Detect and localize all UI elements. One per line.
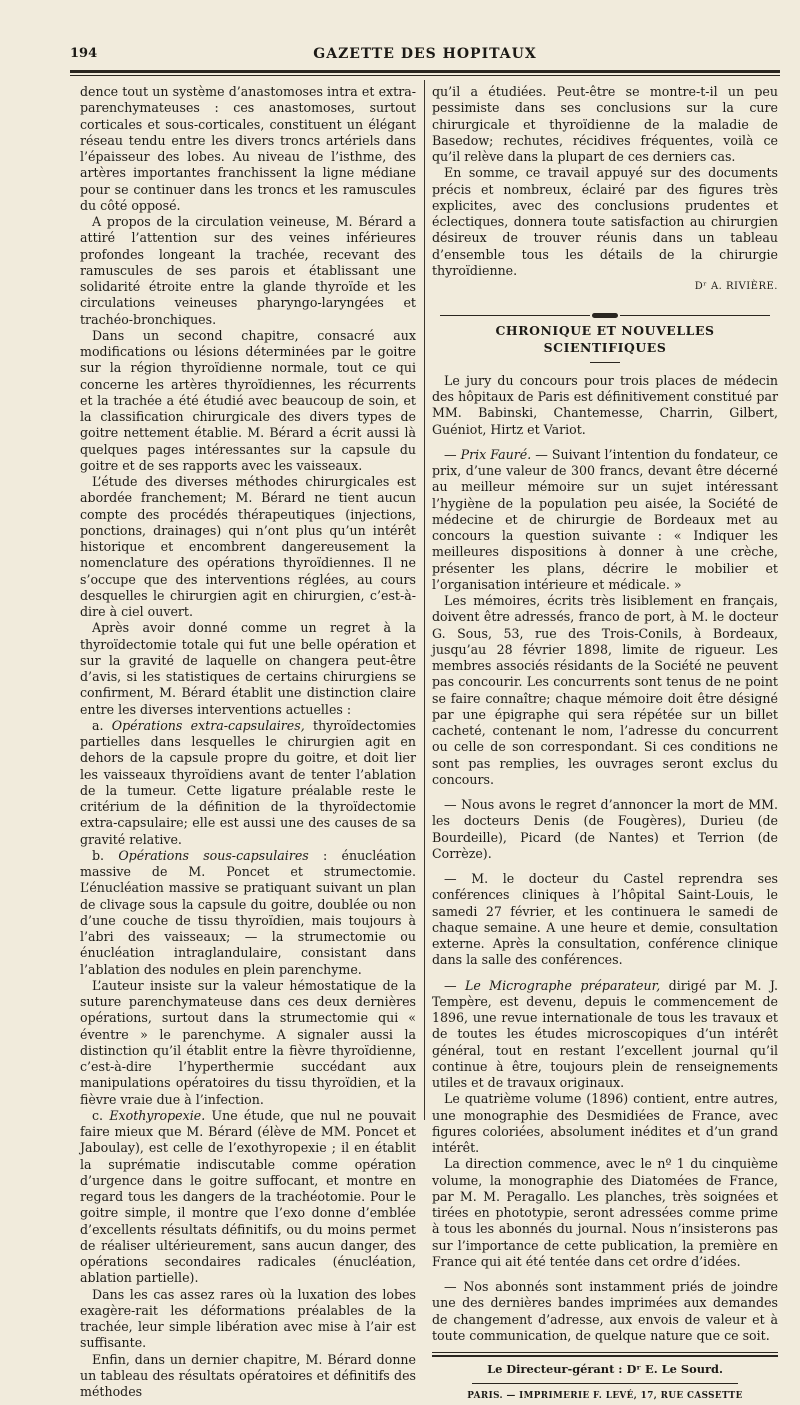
printer-imprint: PARIS. — IMPRIMERIE F. LEVÉ, 17, RUE CASSETTE xyxy=(467,1391,743,1402)
prix-text: — Suivant l’intention du fondateur, ce prix, d’une valeur de 300 francs, devant être décerné au meilleur mémoire sur un sujet intéressant l’hygiène de la population peu aisée, la Société de médecine et de chirurgie de Bordeaux met au concours la question suivante : « Indiquer les meilleures dispositions à donner à une crèche, présenter les plans, décrire le mobilier et l’organisation intérieure et médicale. » xyxy=(432,446,778,592)
item-title: Opérations sous-capsulaires xyxy=(118,847,309,863)
item-title: Exothyropexie. xyxy=(109,1107,206,1123)
left-column xyxy=(80,84,416,1400)
title-rule xyxy=(590,362,620,363)
paragraph: Dans les cas assez rares où la luxation des lobes exagère-rait les déformations préalables de la trachée, leur simple libération avec mise à l’air est suffisante. xyxy=(80,1286,416,1351)
paragraph: La direction commence, avec le nº 1 du cinquième volume, la monographie des Diatomées de France, par M. M. Peragallo. Les planches, très soignées et tirées en phototypie, seront adressées comme prime à tous les abonnés du journal. Nous n’insisterons pas sur l’importance de cette publication, la première en France qui ait été tentée dans cet ordre d’idées. xyxy=(432,1156,778,1269)
director-line: Le Directeur-gérant : Dʳ E. Le Sourd. xyxy=(487,1362,723,1376)
item-label: b. xyxy=(92,847,119,863)
item-title: Opérations extra-capsulaires, xyxy=(111,717,305,733)
column-divider xyxy=(424,80,425,1120)
item-text: Une étude, que nul ne pouvait faire mieux que M. Bérard (élève de MM. Poncet et Jaboulay), est celle de l’exothyropexie ; il en établit la suprématie indiscutable comme opération d’urgence dans le goitre suffocant, et montre en regard tous les dangers de la trachéotomie. Pour le goitre simple, il montre que l’exo donne d’emblée d’excellents résultats définitifs, ou du moins permet de réaliser ultérieurement, sans aucun danger, des opérations secondaires radicales (énucléation, ablation partielle). xyxy=(80,1107,417,1286)
header-rule-thick xyxy=(70,70,780,73)
footer-rules xyxy=(432,1352,778,1357)
paragraph: Le quatrième volume (1896) contient, entre autres, une monographie des Desmidiées de France, avec figures coloriées, absolument inédites et d’un grand intérêt. xyxy=(432,1091,778,1155)
paragraph: L’auteur insiste sur la valeur hémostatique de la suture parenchymateuse dans ces deux dernières opérations, surtout dans la strumectomie qui « éventre » le parenchyme. A signaler aussi la distinction qu’il établit entre la fièvre thyroïdienne, c’est-à-dire l’hyperthermie succédant aux manipulations opératoires du tissu thyroïdien, et la fièvre vraie due à l’infection. xyxy=(80,977,416,1107)
item-label: c. xyxy=(92,1107,110,1123)
dash: — xyxy=(444,446,461,462)
right-column xyxy=(432,84,778,1405)
dash: — xyxy=(444,977,465,993)
list-item-c xyxy=(80,1108,416,1287)
micrographe-title: Le Micrographe préparateur, xyxy=(464,977,661,993)
paragraph: Les mémoires, écrits très lisiblement en français, doivent être adressés, franco de port, à M. le docteur G. Sous, 53, rue des Trois-Conils, à Bordeaux, jusqu’au 28 février 1898, limite de rigueur. Les membres associés résidants de la Société ne peuvent pas concourir. Les concurrents sont tenus de ne point se faire connaître; chaque mémoire doit être désigné par une épigraphe qui sera répétée sur un billet cacheté, contenant le nom, l’adresse du concurrent ou celle de son correspondant. Si ces conditions ne sont pas remplies, les ouvrages seront exclus du concours. xyxy=(432,593,778,787)
item-text: thyroïdectomies partielles dans lesquelles le chirurgien agit en dehors de la capsule propre du goitre, et doit lier les vaisseaux thyroïdiens avant de tenter l’ablation de la tumeur. Cette ligature préalable reste le critérium de la définition de la thyroïdectomie extra-capsulaire; elle est aussi une des causes de sa gravité relative. xyxy=(80,717,416,847)
micrographe-paragraph xyxy=(432,978,778,1092)
page-header xyxy=(70,46,780,68)
director-rule xyxy=(472,1383,738,1384)
section-title: CHRONIQUE ET NOUVELLES SCIENTIFIQUES xyxy=(495,323,715,355)
paragraph: qu’il a étudiées. Peut-être se montre-t-il un peu pessimiste dans ses conclusions sur la cure chirurgicale et thyroïdienne de la maladie de Basedow; rechutes, récidives fréquentes, voilà ce qu’il relève dans la plupart de ces derniers cas. xyxy=(432,84,778,164)
page-number: 194 xyxy=(70,46,98,61)
item-text: : énucléation massive de M. Poncet et strumectomie. L’énucléation massive se pratiquant suivant un plan de clivage sous la capsule du goitre, doublée ou non d’une couche de tissu thyroïdien, mais toujours à l’abri des vaisseaux; — la strumectomie ou énucléation intraglandulaire, consistant dans l’ablation des nodules en plein parenchyme. xyxy=(80,847,417,977)
paragraph: dence tout un système d’anastomoses intra et extra-parenchymateuses : ces anastomoses, surtout corticales et sous-corticales, constituent un élégant réseau tendu entre les divers troncs artériels dans l’épaisseur des lobes. Au niveau de l’isthme, des artères importantes franchissent la ligne médiane pour se continuer dans les troncs et les ramuscules du côté opposé. xyxy=(80,84,416,213)
prix-paragraph xyxy=(432,447,778,593)
paragraph: Dans un second chapitre, consacré aux modifications ou lésions déterminées par le goitre sur la région thyroïdienne normale, tout ce qui concerne les artères thyroïdiennes, les récurrents et la trachée a été étudié avec beaucoup de soin, et la classification chirurgicale des divers types de goitre nettement établie. M. Bérard a écrit aussi là quelques pages intéressantes sur la capsule du goitre et de ses rapports avec les vaisseaux. xyxy=(80,327,416,473)
paragraph: L’étude des diverses méthodes chirurgicales est abordée franchement; M. Bérard ne tient aucun compte des procédés thérapeutiques (injections, ponctions, drainages) qui n’ont plus qu’un intérêt historique et encombrent dangereusement la nomenclature des opérations thyroïdiennes. Il ne s’occupe que des interventions réglées, au cours desquelles le chirurgien agit en chirurgien, c’est-à-dire à ciel ouvert. xyxy=(80,474,416,619)
journal-title: GAZETTE DES HOPITAUX xyxy=(313,46,537,62)
prix-title: Prix Fauré. xyxy=(460,446,532,462)
paragraph: En somme, ce travail appuyé sur des documents précis et nombreux, éclairé par des figures très explicites, avec des conclusions prudentes et éclectiques, donnera toute satisfaction au chirurgien désireux de trouver réunis dans un tableau d’ensemble tous les détails de la chirurgie thyroïdienne. xyxy=(432,165,778,278)
paragraph: — Nous avons le regret d’annoncer la mort de MM. les docteurs Denis (de Fougères), Durieu (de Bourdeille), Picard (de Nantes) et Terrion (de Corrèze). xyxy=(432,797,778,861)
paragraph: Après avoir donné comme un regret à la thyroïdectomie totale qui fut une belle opération et sur la gravité de laquelle on changera peut-être d’avis, si les statistiques de certains chirurgiens se confirment, M. Bérard établit une distinction claire entre les diverses interventions actuelles : xyxy=(80,620,416,717)
list-item-b xyxy=(80,848,416,978)
author-signature: Dʳ A. RIVIÈRE. xyxy=(694,281,778,292)
item-label: a. xyxy=(92,717,112,733)
micrographe-text: dirigé par M. J. Tempère, est devenu, depuis le commencement de 1896, une revue internationale de tous les travaux et de toutes les études microscopiques d’un intérêt général, tout en restant l’excellent journal qu’il continue à être, toujours plein de renseignements utiles et de travaux originaux. xyxy=(432,977,779,1090)
paragraph: A propos de la circulation veineuse, M. Bérard a attiré l’attention sur des veines inférieures profondes longeant la trachée, recevant des ramuscules de ses parois et établissant une solidarité étroite entre la glande thyroïde et les circulations veineuses pharyngo-laryngées et trachéo-bronchiques. xyxy=(80,214,416,327)
section-ornament xyxy=(432,307,778,315)
list-item-a xyxy=(80,718,416,848)
header-rule-thin xyxy=(70,75,780,76)
paragraph: — M. le docteur du Castel reprendra ses conférences cliniques à l’hôpital Saint-Louis, le samedi 27 février, et les continuera le samedi de chaque semaine. A une heure et demie, consultation externe. Après la consultation, conférence clinique dans la salle des conférences. xyxy=(432,871,778,968)
paragraph: Enfin, dans un dernier chapitre, M. Bérard donne un tableau des résultats opératoires et définitifs des méthodes xyxy=(80,1351,416,1399)
paragraph: Le jury du concours pour trois places de médecin des hôpitaux de Paris est définitivement constitué par MM. Babinski, Chantemesse, Charrin, Gilbert, Guéniot, Hirtz et Variot. xyxy=(432,372,778,437)
paragraph: — Nos abonnés sont instamment priés de joindre une des dernières bandes imprimées aux demandes de changement d’adresse, aux envois de valeur et à toute communication, de quelque nature que ce soit. xyxy=(432,1279,778,1343)
